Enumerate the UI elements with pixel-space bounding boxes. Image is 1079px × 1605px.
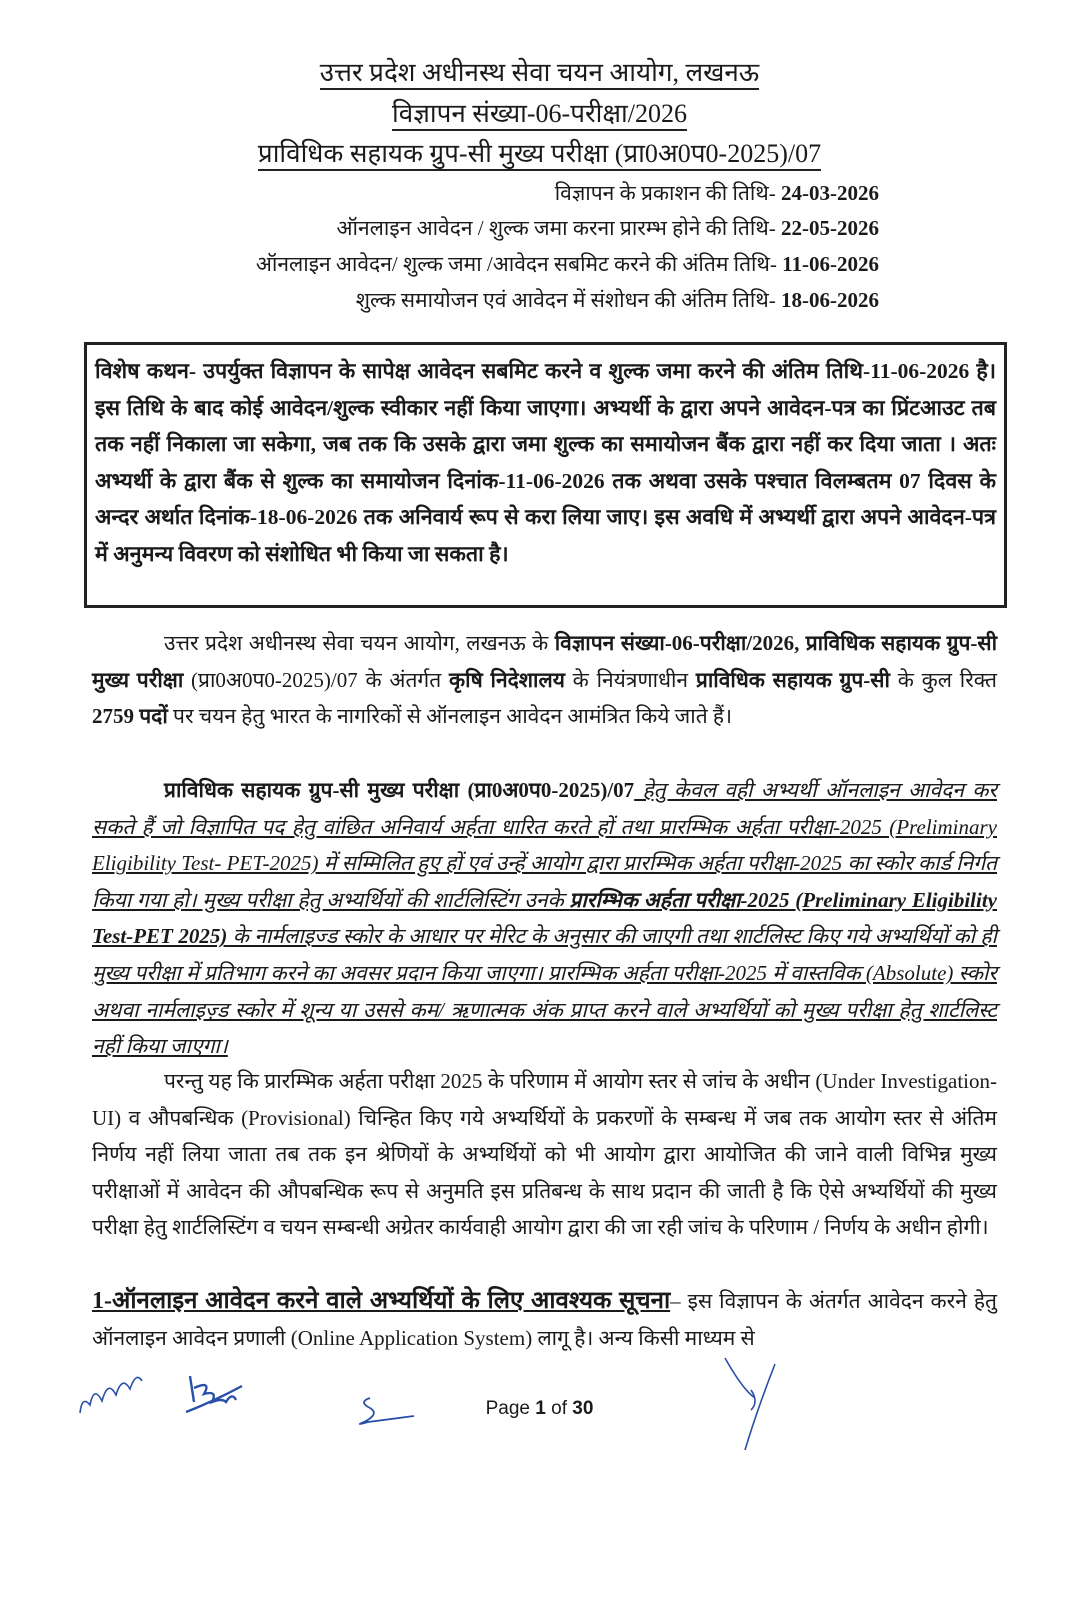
date-application-start: ऑनलाइन आवेदन / शुल्क जमा करना प्रारम्भ होने की तिथि- 22-05-2026 (336, 216, 879, 240)
date-fee-adjustment-deadline: शुल्क समायोजन एवं आवेदन में संशोधन की अंतिम तिथि- 18-06-2026 (355, 288, 879, 312)
section-1: 1-ऑनलाइन आवेदन करने वाले अभ्यर्थियों के लिए आवश्यक सूचना– इस विज्ञापन के अंतर्गत आवेदन करने हेतु ऑनलाइन आवेदन प्रणाली (Online Application System) लागू है। अन्य किसी माध्यम से (92, 1288, 997, 1350)
paragraph-intro: उत्तर प्रदेश अधीनस्थ सेवा चयन आयोग, लखनऊ के विज्ञापन संख्या-06-परीक्षा/2026, प्राविधिक सहायक ग्रुप-सी मुख्य परीक्षा (प्रा0अ0प0-2025)/07 के अंतर्गत कृषि निदेशालय के नियंत्रणाधीन प्राविधिक सहायक ग्रुप-सी के कुल रिक्त 2759 पदों पर चयन हेतु भारत के नागरिकों से ऑनलाइन आवेदन आमंत्रित किये जाते हैं। (92, 631, 998, 729)
paragraph-eligibility: प्राविधिक सहायक ग्रुप-सी मुख्य परीक्षा (प्रा0अ0प0-2025)/07 हेतु केवल वही अभ्यर्थी ऑनलाइन आवेदन कर सकते हैं जो विज्ञापित पद हेतु वांछित अनिवार्य अर्हता धारित करते हों तथा प्रारम्भिक अर्हता परीक्षा-2025 (Preliminary Eligibility Test- PET-2025) में सम्मिलित हुए हों एवं उन्हें आयोग द्वारा प्रारम्भिक अर्हता परीक्षा-2025 का स्कोर कार्ड निर्गत किया गया हो। मुख्य परीक्षा हेतु अभ्यर्थियों की शार्टलिस्टिंग उनके प्रारम्भिक अर्हता परीक्षा-2025 (Preliminary Eligibility Test-PET 2025) के नार्मलाइज्ड स्कोर के आधार पर मेरिट के अनुसार की जाएगी तथा शार्टलिस्ट किए गये अभ्यर्थियों को ही मुख्य परीक्षा में प्रतिभाग करने का अवसर प्रदान किया जाएगा। प्रारम्भिक अर्हता परीक्षा-2025 में वास्तविक (Absolute) स्कोर अथवा नार्मलाइज़्ड स्कोर में शून्य या उससे कम/ ऋणात्मक अंक प्राप्त करने वाले अभ्यर्थियों को मुख्य परीक्षा हेतु शार्टलिस्ट नहीं किया जाएगा। (92, 778, 997, 1059)
section-1-heading: 1-ऑनलाइन आवेदन करने वाले अभ्यर्थियों के लिए आवश्यक सूचना (92, 1288, 671, 1314)
special-notice-box (84, 342, 1007, 608)
date-application-deadline: ऑनलाइन आवेदन/ शुल्क जमा /आवेदन सबमिट करने की अंतिम तिथि- 11-06-2026 (255, 252, 879, 276)
paragraph-provisional: परन्तु यह कि प्रारम्भिक अर्हता परीक्षा 2025 के परिणाम में आयोग स्तर से जांच के अधीन (Under Investigation-UI) व औपबन्धिक (Provisional) चिन्हित किए गये अभ्यर्थियों के प्रकरणों के सम्बन्ध में जब तक आयोग स्तर से अंतिम निर्णय नहीं लिया जाता तब तक इन श्रेणियों के अभ्यर्थियों को भी आयोग द्वारा आयोजित की जाने वाली विभिन्न मुख्य परीक्षाओं में आवेदन की औपबन्धिक रूप से अनुमति इस प्रतिबन्ध के साथ प्रदान की जाती है कि ऐसे अभ्यर्थियों की मुख्य परीक्षा हेतु शार्टलिस्टिंग व चयन सम्बन्धी अग्रेतर कार्यवाही आयोग द्वारा की जा रही जांच के परिणाम / निर्णय के अधीन होगी। (92, 1069, 997, 1240)
special-notice-text: विशेष कथन- उपर्युक्त विज्ञापन के सापेक्ष आवेदन सबमिट करने व शुल्क जमा करने की अंतिम तिथि-11-06-2026 है। इस तिथि के बाद कोई आवेदन/शुल्क स्वीकार नहीं किया जाएगा। अभ्यर्थी के द्वारा अपने आवेदन-पत्र का प्रिंटआउट तब तक नहीं निकाला जा सकेगा, जब तक कि उसके द्वारा जमा शुल्क का समायोजन बैंक द्वारा नहीं कर दिया जाता । अतः अभ्यर्थी के द्वारा बैंक से शुल्क का समायोजन दिनांक-11-06-2026 तक अथवा उसके पश्चात विलम्बतम 07 दिवस के अन्दर अर्थात दिनांक-18-06-2026 तक अनिवार्य रूप से करा लिया जाए। इस अवधि में अभ्यर्थी द्वारा अपने आवेदन-पत्र में अनुमन्य विवरण को संशोधित भी किया जा सकता है। (95, 359, 996, 566)
date-publication: विज्ञापन के प्रकाशन की तिथि- 24-03-2026 (554, 181, 879, 205)
organization-title: उत्तर प्रदेश अधीनस्थ सेवा चयन आयोग, लखनऊ (0, 56, 1079, 90)
exam-title: प्राविधिक सहायक ग्रुप-सी मुख्य परीक्षा (प्रा0अ0प0-2025)/07 (0, 137, 1079, 171)
advertisement-number: विज्ञापन संख्या-06-परीक्षा/2026 (0, 97, 1079, 131)
page-number: Page 1 of 30 (485, 1398, 594, 1419)
